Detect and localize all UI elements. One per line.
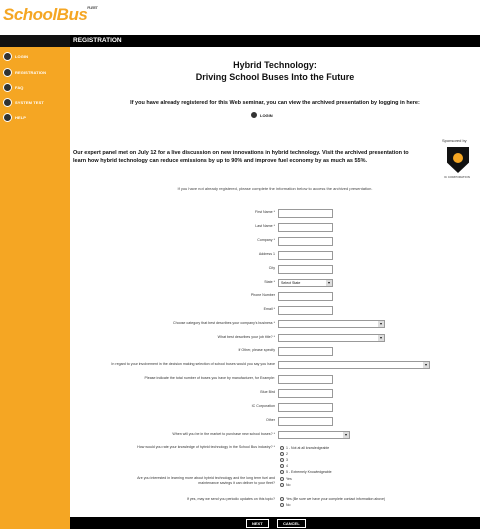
chevron-down-icon: ▾ — [327, 280, 330, 285]
timeframe-select[interactable] — [278, 431, 350, 439]
form-row — [70, 223, 480, 232]
form-row — [70, 306, 480, 315]
top-bar — [0, 0, 480, 35]
main-content — [70, 47, 480, 529]
interest-option[interactable] — [280, 482, 292, 488]
blue-bird-input[interactable] — [278, 389, 333, 398]
contact-radio-group — [280, 496, 385, 508]
radio-label: No — [286, 483, 291, 487]
form-row — [70, 237, 480, 246]
cancel-button[interactable]: CANCEL — [277, 519, 306, 528]
sidebar-item-login[interactable] — [3, 52, 28, 61]
login-icon — [3, 52, 12, 61]
form-row — [70, 389, 480, 398]
sidebar — [0, 35, 70, 529]
sidebar-top-strip — [0, 35, 70, 47]
radio-label: Yes — [286, 477, 292, 481]
form-row — [70, 292, 480, 301]
login-icon — [250, 111, 258, 119]
category-label: Choose category that best describes your company's business * — [173, 321, 275, 325]
sponsor-shield-icon — [447, 147, 469, 173]
form-row — [70, 251, 480, 260]
form-row — [70, 361, 480, 370]
last-name-input[interactable] — [278, 223, 333, 232]
form-row — [70, 476, 480, 485]
radio-label: Yes (Be sure we have your complete contact information above) — [286, 497, 386, 501]
sidebar-item-faq[interactable] — [3, 83, 24, 92]
form-instructions: If you have not already registered, please complete the information below to access the archived presentation. — [177, 186, 373, 191]
interest-question: Are you interested in learning more about hybrid technology and the long term fuel and maintenance savings it can deliver to your fleet? — [137, 476, 275, 485]
job-title-label: What best describes your job title? * — [217, 335, 275, 339]
role-label: In regard to your involvement in the decision making selection of school buses would you say you have — [111, 362, 275, 366]
city-input[interactable] — [278, 265, 333, 274]
chevron-down-icon: ▾ — [379, 321, 382, 326]
footer-bar — [70, 517, 480, 529]
ic-corp-label: IC Corporation — [251, 404, 275, 408]
fleet-note-input[interactable] — [278, 375, 333, 384]
seminar-subtitle: Driving School Buses Into the Future — [195, 72, 355, 82]
sponsor-name: IC CORPORATION — [444, 175, 470, 179]
chevron-down-icon: ▾ — [424, 362, 427, 367]
category-select[interactable] — [278, 320, 385, 328]
rating-radio-group — [280, 445, 332, 475]
form-row — [70, 417, 480, 426]
archive-note: If you have already registered for this Web seminar, you can view the archived presentation by logging in here: — [130, 100, 420, 106]
faq-icon — [3, 83, 12, 92]
other-input[interactable] — [278, 417, 333, 426]
radio-label: 2 — [286, 452, 288, 456]
rating-question: How would you rate your knowledge of hybrid technology in the School Bus industry? * — [137, 445, 275, 449]
first-name-label: First Name * — [255, 210, 275, 214]
login-button[interactable] — [250, 111, 273, 119]
radio-icon — [280, 503, 284, 507]
login-button-label: LOGIN — [260, 112, 273, 118]
registration-icon — [3, 68, 12, 77]
form-row — [70, 444, 480, 453]
seminar-title: Hybrid Technology: — [233, 60, 317, 70]
job-other-label: If Other, please specify — [238, 348, 275, 352]
sidebar-item-label: FAQ — [15, 85, 24, 90]
phone-label: Phone Number — [250, 293, 275, 297]
form-row — [70, 334, 480, 343]
contact-question: If yes, may we send you periodic updates on this topic? — [186, 497, 275, 501]
radio-icon — [280, 452, 284, 456]
address-label: Address 1 — [258, 252, 275, 256]
timeframe-label: When will you be in the market to purchase new school buses? * — [172, 432, 275, 436]
state-select[interactable] — [278, 279, 333, 287]
job-title-select[interactable] — [278, 334, 385, 342]
blue-bird-label: Blue Bird — [260, 390, 275, 394]
form-row — [70, 265, 480, 274]
form-row — [70, 375, 480, 384]
contact-option[interactable] — [280, 502, 385, 508]
promo-text: Our expert panel met on July 12 for a live discussion on new innovations in hybrid technology. Visit the archived presentation to learn how hybrid technology can reduce emissions by up to 90% and improve fuel economy by as much as 55%. — [73, 150, 409, 164]
company-input[interactable] — [278, 237, 333, 246]
system-test-icon — [3, 98, 12, 107]
interest-radio-group — [280, 476, 292, 488]
sidebar-item-registration[interactable] — [3, 68, 46, 77]
page-header — [70, 35, 480, 47]
page-title: REGISTRATION — [73, 37, 122, 44]
ic-corp-input[interactable] — [278, 403, 333, 412]
chevron-down-icon: ▾ — [344, 432, 347, 437]
radio-label: 3 — [286, 458, 288, 462]
email-label: Email * — [263, 307, 275, 311]
radio-icon — [280, 470, 284, 474]
radio-icon — [280, 497, 284, 501]
sidebar-item-help[interactable] — [3, 113, 26, 122]
form-row — [70, 209, 480, 218]
radio-label: 4 — [286, 464, 288, 468]
sidebar-item-label: LOGIN — [15, 54, 29, 59]
city-label: City — [268, 266, 275, 270]
help-icon — [3, 113, 12, 122]
last-name-label: Last Name * — [255, 224, 275, 228]
radio-label: 1 - Not at all knowledgeable — [286, 446, 330, 450]
form-row — [70, 279, 480, 288]
radio-icon — [280, 464, 284, 468]
address-input[interactable] — [278, 251, 333, 260]
radio-icon — [280, 458, 284, 462]
radio-icon — [280, 446, 284, 450]
role-select[interactable] — [278, 361, 430, 369]
logo-text: SchoolBus — [3, 5, 88, 24]
form-row — [70, 347, 480, 356]
fleet-note-label: Please indicate the total number of buses you have by manufacturer, for Example: — [144, 376, 275, 380]
sidebar-item-label: HELP — [15, 115, 27, 120]
logo[interactable] — [3, 5, 97, 25]
other-label: Other — [266, 418, 275, 422]
chevron-down-icon: ▾ — [379, 335, 382, 340]
radio-icon — [280, 477, 284, 481]
form-row — [70, 403, 480, 412]
next-button[interactable]: NEXT — [246, 519, 269, 528]
form-row — [70, 431, 480, 440]
phone-input[interactable] — [278, 292, 333, 301]
sponsor-label: Sponsored by — [442, 138, 467, 143]
state-select-value: Select State — [281, 281, 301, 285]
state-label: State * — [264, 280, 275, 284]
sidebar-item-system-test[interactable] — [3, 98, 44, 107]
logo-sub: FLEET — [87, 5, 98, 10]
radio-icon — [280, 483, 284, 487]
company-label: Company * — [257, 238, 275, 242]
first-name-input[interactable] — [278, 209, 333, 218]
sidebar-item-label: REGISTRATION — [15, 70, 47, 75]
rating-option[interactable] — [280, 469, 332, 475]
radio-label: No — [286, 503, 291, 507]
job-other-input[interactable] — [278, 347, 333, 356]
form-row — [70, 320, 480, 329]
sidebar-item-label: SYSTEM TEST — [15, 100, 44, 105]
radio-label: 5 - Extremely Knowledgeable — [286, 470, 332, 474]
form-row — [70, 496, 480, 505]
email-input[interactable] — [278, 306, 333, 315]
